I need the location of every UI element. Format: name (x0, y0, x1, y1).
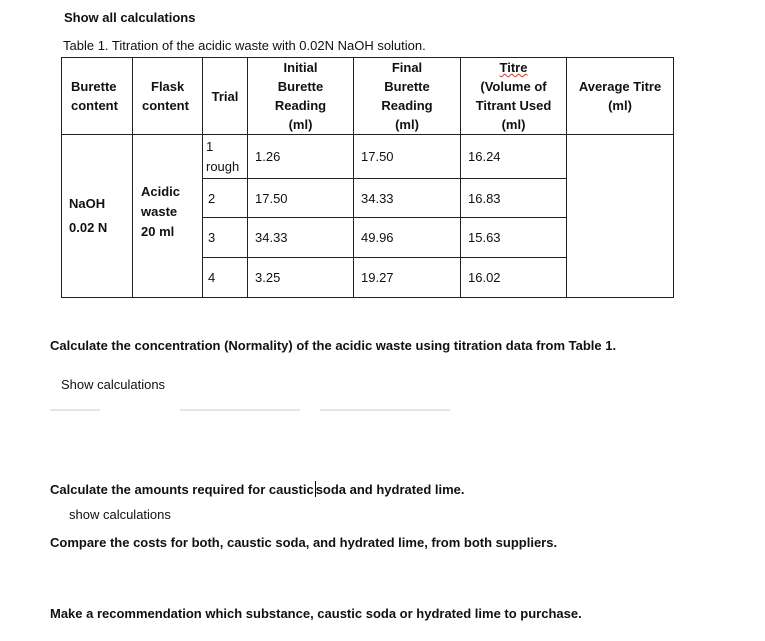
show-calculations-note-2: show calculations (69, 507, 171, 522)
table-header-row (62, 58, 674, 135)
question-amounts: Calculate the amounts required for caustic soda and hydrated lime. (50, 482, 465, 497)
table-caption: Table 1. Titration of the acidic waste with 0.02N NaOH solution. (63, 38, 426, 53)
final-reading-cell: 49.96 (354, 218, 461, 258)
final-reading-cell: 19.27 (354, 258, 461, 298)
page-heading: Show all calculations (64, 10, 196, 25)
titre-cell: 16.02 (461, 258, 567, 298)
header-trial: Trial (203, 58, 248, 135)
initial-reading-cell: 3.25 (248, 258, 354, 298)
header-titre: Titre (Volume of Titrant Used (ml) (461, 58, 567, 135)
question-compare-costs: Compare the costs for both, caustic soda, and hydrated lime, from both suppliers. (50, 535, 558, 550)
table-row (62, 135, 674, 179)
burette-content-cell: NaOH 0.02 N (62, 135, 133, 298)
header-initial-reading: Initial Burette Reading (ml) (248, 58, 354, 135)
trial-cell: 4 (203, 258, 248, 298)
faint-divider (50, 409, 100, 411)
header-final-reading: Final Burette Reading (ml) (354, 58, 461, 135)
trial-cell: 1 rough (203, 135, 248, 179)
titre-cell: 16.24 (461, 135, 567, 179)
faint-divider (320, 409, 450, 411)
show-calculations-note-1: Show calculations (61, 377, 166, 392)
trial-cell: 2 (203, 179, 248, 218)
average-titre-cell (567, 135, 674, 298)
header-burette-content: Burette content (62, 58, 133, 135)
final-reading-cell: 17.50 (354, 135, 461, 179)
titre-cell: 15.63 (461, 218, 567, 258)
initial-reading-cell: 34.33 (248, 218, 354, 258)
initial-reading-cell: 1.26 (248, 135, 354, 179)
question-normality: Calculate the concentration (Normality) of the acidic waste using titration data from Table 1. (50, 338, 617, 353)
titre-cell: 16.83 (461, 179, 567, 218)
titration-table (61, 57, 674, 298)
trial-cell: 3 (203, 218, 248, 258)
header-average-titre: Average Titre (ml) (567, 58, 674, 135)
question-recommendation: Make a recommendation which substance, caustic soda or hydrated lime to purchase. (50, 606, 582, 621)
initial-reading-cell: 17.50 (248, 179, 354, 218)
header-flask-content: Flask content (133, 58, 203, 135)
faint-divider (180, 409, 300, 411)
final-reading-cell: 34.33 (354, 179, 461, 218)
flask-content-cell: Acidic waste 20 ml (133, 135, 203, 298)
